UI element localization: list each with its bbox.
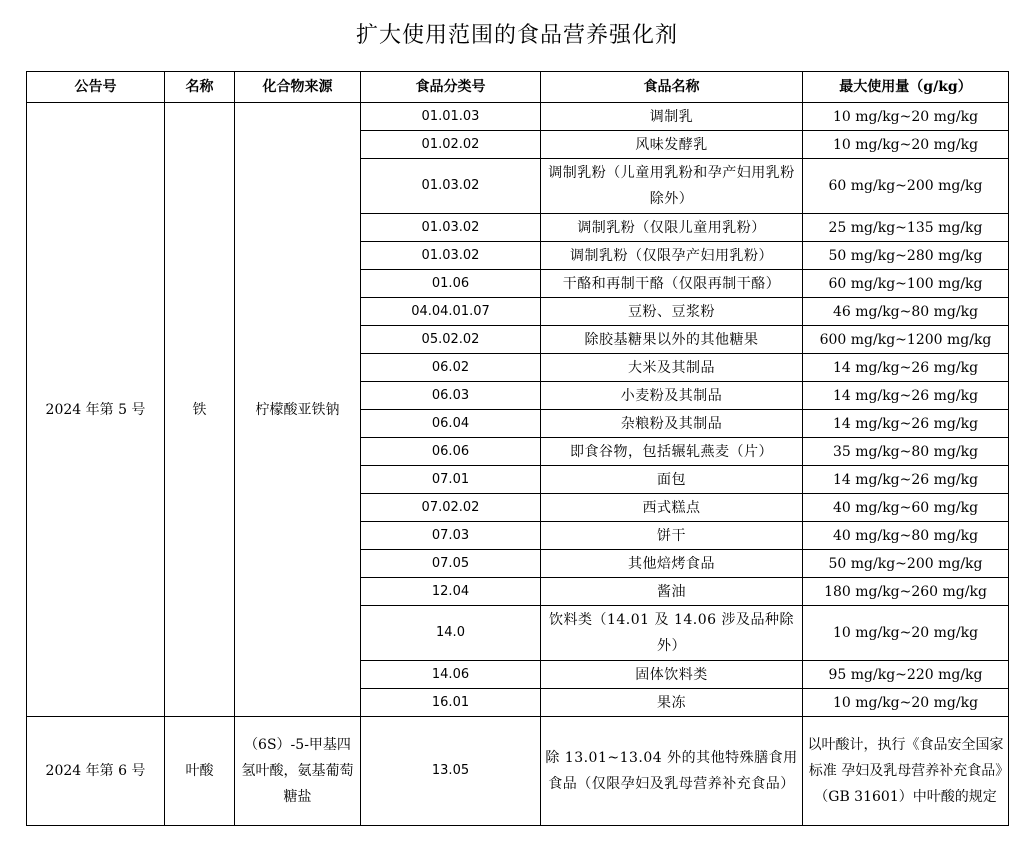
food-cell: 固体饮料类: [541, 661, 803, 689]
dose-cell: 10 mg/kg~20 mg/kg: [803, 689, 1009, 717]
code-cell: 01.03.02: [361, 159, 541, 214]
food-cell: 调制乳粉（仅限孕产妇用乳粉）: [541, 242, 803, 270]
dose-cell: 10 mg/kg~20 mg/kg: [803, 606, 1009, 661]
code-cell: 13.05: [361, 717, 541, 826]
code-cell: 07.02.02: [361, 494, 541, 522]
food-cell: 除胶基糖果以外的其他糖果: [541, 326, 803, 354]
code-cell: 14.06: [361, 661, 541, 689]
food-cell: 面包: [541, 466, 803, 494]
food-cell: 饼干: [541, 522, 803, 550]
notice-cell: 2024 年第 6 号: [27, 717, 165, 826]
source-cell: （6S）-5-甲基四氢叶酸，氨基葡萄糖盐: [235, 717, 361, 826]
header-notice: 公告号: [27, 72, 165, 103]
dose-cell: 95 mg/kg~220 mg/kg: [803, 661, 1009, 689]
food-cell: 其他焙烤食品: [541, 550, 803, 578]
code-cell: 01.06: [361, 270, 541, 298]
code-cell: 06.04: [361, 410, 541, 438]
name-cell: 铁: [165, 103, 235, 717]
code-cell: 01.02.02: [361, 131, 541, 159]
code-cell: 16.01: [361, 689, 541, 717]
code-cell: 01.01.03: [361, 103, 541, 131]
dose-cell: 25 mg/kg~135 mg/kg: [803, 214, 1009, 242]
code-cell: 05.02.02: [361, 326, 541, 354]
code-cell: 01.03.02: [361, 214, 541, 242]
table-body: [27, 103, 1009, 826]
food-cell: 酱油: [541, 578, 803, 606]
header-source: 化合物来源: [235, 72, 361, 103]
food-cell: 即食谷物，包括辗轧燕麦（片）: [541, 438, 803, 466]
food-cell: 调制乳粉（仅限儿童用乳粉）: [541, 214, 803, 242]
dose-cell: 40 mg/kg~60 mg/kg: [803, 494, 1009, 522]
code-cell: 12.04: [361, 578, 541, 606]
food-cell: 调制乳粉（儿童用乳粉和孕产妇用乳粉除外）: [541, 159, 803, 214]
dose-cell: 14 mg/kg~26 mg/kg: [803, 354, 1009, 382]
food-cell: 大米及其制品: [541, 354, 803, 382]
code-cell: 06.06: [361, 438, 541, 466]
source-cell: 柠檬酸亚铁钠: [235, 103, 361, 717]
notice-cell: 2024 年第 5 号: [27, 103, 165, 717]
dose-cell: 14 mg/kg~26 mg/kg: [803, 382, 1009, 410]
food-cell: 杂粮粉及其制品: [541, 410, 803, 438]
code-cell: 07.05: [361, 550, 541, 578]
dose-cell: 60 mg/kg~200 mg/kg: [803, 159, 1009, 214]
food-cell: 干酪和再制干酪（仅限再制干酪）: [541, 270, 803, 298]
food-cell: 果冻: [541, 689, 803, 717]
table-row: [27, 717, 1009, 826]
dose-cell: 以叶酸计，执行《食品安全国家标准 孕妇及乳母营养补充食品》（GB 31601）中叶酸的规定: [803, 717, 1009, 826]
dose-cell: 50 mg/kg~200 mg/kg: [803, 550, 1009, 578]
name-cell: 叶酸: [165, 717, 235, 826]
dose-cell: 10 mg/kg~20 mg/kg: [803, 103, 1009, 131]
dose-cell: 40 mg/kg~80 mg/kg: [803, 522, 1009, 550]
dose-cell: 46 mg/kg~80 mg/kg: [803, 298, 1009, 326]
food-cell: 西式糕点: [541, 494, 803, 522]
header-food: 食品名称: [541, 72, 803, 103]
dose-cell: 600 mg/kg~1200 mg/kg: [803, 326, 1009, 354]
code-cell: 06.02: [361, 354, 541, 382]
food-cell: 除 13.01~13.04 外的其他特殊膳食用食品（仅限孕妇及乳母营养补充食品）: [541, 717, 803, 826]
code-cell: 14.0: [361, 606, 541, 661]
food-cell: 风味发酵乳: [541, 131, 803, 159]
food-cell: 饮料类（14.01 及 14.06 涉及品种除外）: [541, 606, 803, 661]
header-code: 食品分类号: [361, 72, 541, 103]
code-cell: 07.01: [361, 466, 541, 494]
dose-cell: 14 mg/kg~26 mg/kg: [803, 410, 1009, 438]
dose-cell: 35 mg/kg~80 mg/kg: [803, 438, 1009, 466]
food-cell: 豆粉、豆浆粉: [541, 298, 803, 326]
code-cell: 06.03: [361, 382, 541, 410]
page-title: 扩大使用范围的食品营养强化剂: [355, 23, 678, 48]
code-cell: 01.03.02: [361, 242, 541, 270]
food-cell: 调制乳: [541, 103, 803, 131]
code-cell: 04.04.01.07: [361, 298, 541, 326]
dose-cell: 14 mg/kg~26 mg/kg: [803, 466, 1009, 494]
header-name: 名称: [165, 72, 235, 103]
fortifier-table: [26, 71, 1009, 826]
food-cell: 小麦粉及其制品: [541, 382, 803, 410]
table-row: [27, 103, 1009, 131]
dose-cell: 10 mg/kg~20 mg/kg: [803, 131, 1009, 159]
dose-cell: 50 mg/kg~280 mg/kg: [803, 242, 1009, 270]
dose-cell: 180 mg/kg~260 mg/kg: [803, 578, 1009, 606]
dose-cell: 60 mg/kg~100 mg/kg: [803, 270, 1009, 298]
header-dose: 最大使用量（g/kg）: [803, 72, 1009, 103]
code-cell: 07.03: [361, 522, 541, 550]
